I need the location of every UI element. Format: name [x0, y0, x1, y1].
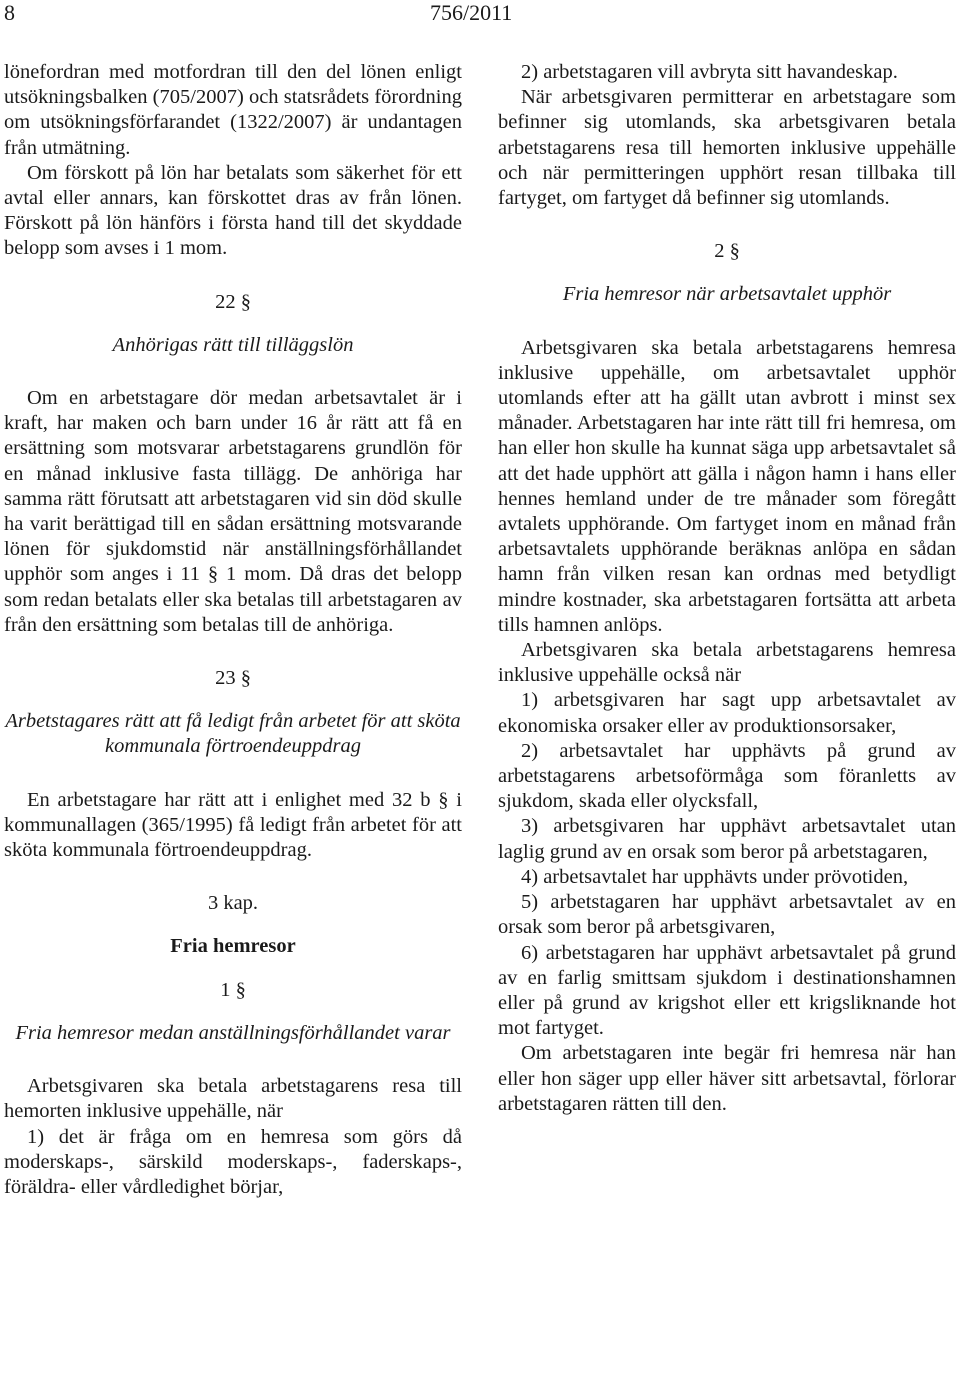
section-title: Anhörigas rätt till tilläggslön [112, 333, 354, 356]
section-title: Arbetstagares rätt att få ledigt från arbetet för att sköta kommunala förtroendeuppdrag [5, 710, 461, 758]
list-item: 3) arbetsgivaren har upphävt arbetsavtalet utan laglig grund av en orsak som beror på arbetstagaren, [498, 815, 956, 863]
section-number: 23 § [215, 667, 251, 690]
paragraph: lönefordran med motfordran till den del lönen enligt utsökningsbalken (705/2007) och statsrådets förordning om utsökningsförfarandet (1322/2007) är undantagen från utmätning. [4, 61, 462, 159]
paragraph: En arbetstagare har rätt att i enlighet med 32 b § i kommunallagen (365/1995) få ledigt från arbetet för att sköta kommunala förtroendeuppdrag. [4, 788, 462, 862]
list-item: 6) arbetstagaren har upphävt arbetsavtalet på grund av en farlig smittsam sjukdom i destinationshamnen eller på grund av krigshot eller ett krigsliknande hot mot fartyget. [498, 941, 956, 1040]
paragraph: Om en arbetstagare dör medan arbetsavtalet är i kraft, har maken och barn under 16 år rätt att få en ersättning som motsvarar arbetstagarens grundlön för en månad inklusive fasta tillägg. De anhöriga har samma rätt förutsatt att arbetstagaren vid sin död skulle ha varit berättigad till en sådan ersättning motsvarande lönen för sjukdomstid när anställningsförhållandet upphör som anges i 11 § 1 mom. Då dras det belopp som redan betalats eller ska betalas till arbetstagaren av från den ersättning som betalas till de anhöriga. [4, 387, 462, 636]
page-number: 8 [4, 0, 15, 25]
paragraph: Arbetsgivaren ska betala arbetstagarens hemresa inklusive uppehälle också när [498, 639, 956, 687]
section-title: Fria hemresor när arbetsavtalet upphör [562, 283, 892, 306]
page-header [0, 0, 960, 40]
chapter-number: 3 kap. [207, 892, 259, 915]
list-item: 4) arbetsavtalet har upphävts under prövotiden, [521, 865, 909, 888]
paragraph: Om förskott på lön har betalats som säkerhet för ett avtal eller annars, kan förskottet dras av från lönen. Förskott på lön hänförs i första hand till det skyddade belopp som avses i 1 mom. [4, 161, 462, 260]
chapter-title: Fria hemresor [170, 935, 296, 958]
left-column [4, 60, 462, 1200]
document-number: 756/2011 [430, 0, 513, 25]
section-number: 22 § [215, 290, 251, 313]
paragraph: Arbetsgivaren ska betala arbetstagarens hemresa inklusive uppehälle, om arbetsavtalet upphör utomlands efter att ha gällt utan avbrott i minst sex månader. Arbetstagaren har inte rätt till fri hemresa, om han eller hon skulle ha kunnat säga upp arbetsavtalet så att det hade upphört att gälla i någon hamn i hans eller hennes hemland under de tre månader som föregått avtalets upphörande. Om fartyget inom en månad från arbetsavtalets upphörande beräknas anlöpa en sådan hamn från vilken resan kan ordnas med betydligt mindre kostnader, ska arbetstagaren fortsätta att arbeta tills hamnen anlöps. [498, 336, 956, 636]
paragraph: När arbetsgivaren permitterar en arbetstagare som befinner sig utomlands, ska arbetsgivaren betala arbetstagarens resa till hemorten inklusive uppehälle och när permitteringen upphört resan tillbaka till fartyget, om fartyget då befinner sig utomlands. [498, 86, 956, 210]
paragraph: Arbetsgivaren ska betala arbetstagarens resa till hemorten inklusive uppehälle, när [4, 1075, 462, 1123]
section-title: Fria hemresor medan anställningsförhållandet varar [15, 1021, 451, 1044]
list-item: 1) arbetsgivaren har sagt upp arbetsavtalet av ekonomiska orsaker eller av produktionsorsaker, [498, 689, 956, 737]
list-item: 2) arbetsavtalet har upphävts på grund av arbetstagarens arbetsoförmåga som föranletts av sjukdom, skada eller olycksfall, [498, 739, 956, 813]
paragraph: 1) det är fråga om en hemresa som görs då moderskaps-, särskild moderskaps-, faderskaps-, föräldra- eller vårdledighet börjar, [4, 1125, 462, 1198]
section-number: 1 § [220, 978, 246, 1001]
paragraph: Om arbetstagaren inte begär fri hemresa när han eller hon säger upp eller häver sitt arbetsavtal, förlorar arbetstagaren rätten till den. [498, 1042, 956, 1115]
section-number: 2 § [714, 240, 740, 263]
list-item: 5) arbetstagaren har upphävt arbetsavtalet av en orsak som beror på arbetsgivaren, [498, 891, 956, 939]
right-column [498, 60, 956, 1117]
paragraph: 2) arbetstagaren vill avbryta sitt havandeskap. [521, 61, 898, 83]
